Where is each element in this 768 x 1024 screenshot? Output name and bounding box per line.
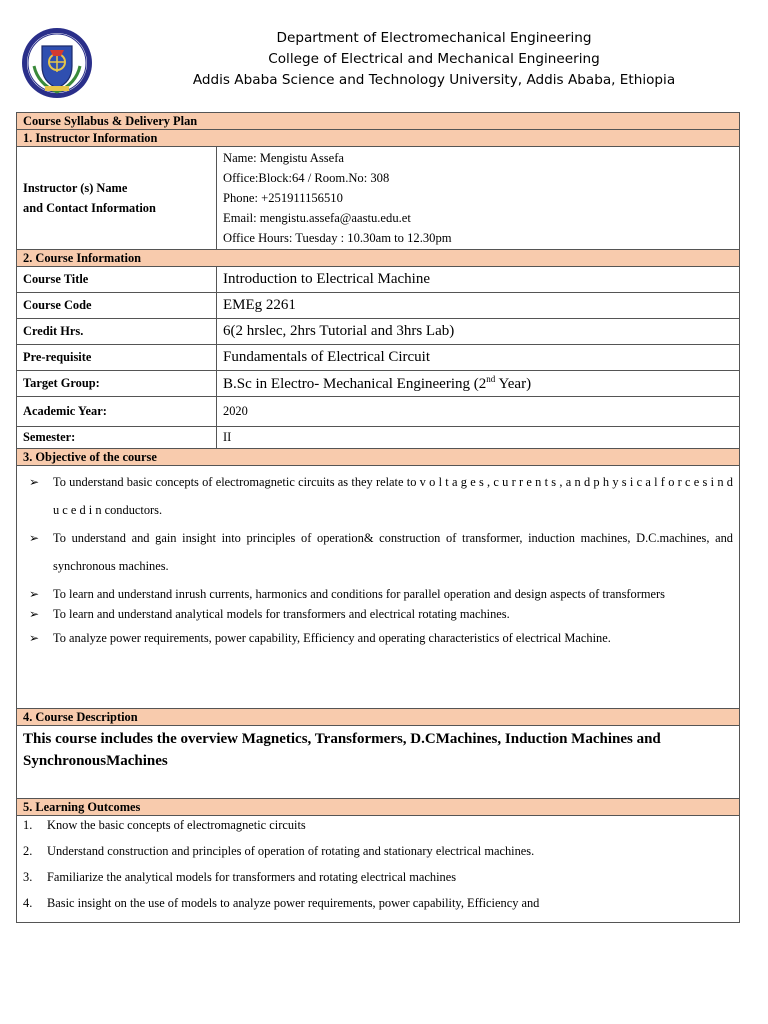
- year-row: [17, 397, 740, 427]
- course-code-label: Course Code: [17, 293, 217, 319]
- outcome-text: Understand construction and principles of operation of rotating and stationary electrical machines.: [47, 844, 535, 858]
- instructor-office: Office:Block:64 / Room.No: 308: [223, 171, 390, 185]
- outcome-number: 3.: [23, 870, 33, 884]
- instructor-label-line1: Instructor (s) Name: [23, 181, 128, 195]
- objective-item: [29, 630, 733, 646]
- instructor-row: [17, 147, 740, 250]
- document-header: [0, 22, 768, 102]
- credit-value: 6(2 hrslec, 2hrs Tutorial and 3hrs Lab): [217, 319, 740, 345]
- course-title-value: Introduction to Electrical Machine: [217, 267, 740, 293]
- semester-value: II: [217, 427, 740, 449]
- target-value-sup: nd: [486, 374, 496, 384]
- arrow-bullet-icon: ➢: [29, 587, 40, 601]
- objectives-row: [17, 466, 740, 709]
- outcome-text: Know the basic concepts of electromagnetic circuits: [47, 818, 306, 832]
- prereq-value: Fundamentals of Electrical Circuit: [217, 345, 740, 371]
- arrow-bullet-icon: ➢: [29, 475, 40, 489]
- target-label: Target Group:: [17, 371, 217, 397]
- section-course-info-heading: 2. Course Information: [17, 250, 740, 267]
- section-description-heading: 4. Course Description: [17, 709, 740, 726]
- credit-label: Credit Hrs.: [17, 319, 217, 345]
- section-description-row: [17, 709, 740, 726]
- objective-text: To learn and understand inrush currents, harmonics and conditions for parallel operation and design aspects of transformers: [53, 587, 665, 601]
- college-name: College of Electrical and Mechanical Engineering: [268, 51, 600, 67]
- objectives-list: [23, 468, 733, 646]
- credit-row: [17, 319, 740, 345]
- objectives-cell: [17, 466, 740, 709]
- target-row: [17, 371, 740, 397]
- outcomes-row: [17, 816, 740, 923]
- objective-text: To learn and understand analytical models for transformers and electrical rotating machines.: [53, 607, 510, 621]
- section-outcomes-heading: 5. Learning Outcomes: [17, 799, 740, 816]
- prereq-label: Pre-requisite: [17, 345, 217, 371]
- objective-item: [29, 606, 733, 622]
- arrow-bullet-icon: ➢: [29, 631, 40, 645]
- section-objective-heading: 3. Objective of the course: [17, 449, 740, 466]
- syllabus-title-row: [17, 113, 740, 130]
- objective-text: To analyze power requirements, power capability, Efficiency and operating characteristics of electrical Machine.: [53, 631, 611, 645]
- semester-row: [17, 427, 740, 449]
- outcome-number: 4.: [23, 896, 33, 910]
- objective-item: [29, 586, 733, 602]
- year-label: Academic Year:: [17, 397, 217, 427]
- course-description: This course includes the overview Magnetics, Transformers, D.CMachines, Induction Machines and SynchronousMachines: [23, 731, 661, 769]
- instructor-name: Name: Mengistu Assefa: [223, 151, 345, 165]
- instructor-label: [17, 147, 217, 250]
- outcome-text: Basic insight on the use of models to analyze power requirements, power capability, Efficiency and: [47, 896, 540, 910]
- instructor-hours: Office Hours: Tuesday : 10.30am to 12.30pm: [223, 231, 452, 245]
- outcomes-list: [17, 818, 733, 911]
- section-outcomes-row: [17, 799, 740, 816]
- outcome-item: [17, 896, 733, 911]
- instructor-contact: [217, 147, 740, 250]
- outcome-item: [17, 870, 733, 885]
- objective-item: [29, 468, 733, 524]
- prereq-row: [17, 345, 740, 371]
- outcome-number: 1.: [23, 818, 33, 832]
- description-cell: [17, 726, 740, 799]
- university-seal-icon: [20, 26, 94, 100]
- header-lines: [100, 28, 768, 91]
- department-name: Department of Electromechanical Engineering: [276, 30, 592, 46]
- target-value: [217, 371, 740, 397]
- outcome-text: Familiarize the analytical models for transformers and rotating electrical machines: [47, 870, 457, 884]
- outcome-item: [17, 818, 733, 833]
- target-value-main: B.Sc in Electro- Mechanical Engineering (2: [223, 376, 487, 392]
- outcome-number: 2.: [23, 844, 33, 858]
- instructor-label-line2: and Contact Information: [23, 201, 156, 215]
- instructor-phone: Phone: +251911156510: [223, 191, 343, 205]
- course-code-value: EMEg 2261: [217, 293, 740, 319]
- section-instructor-row: [17, 130, 740, 147]
- section-course-info-row: [17, 250, 740, 267]
- university-name: Addis Ababa Science and Technology University, Addis Ababa, Ethiopia: [192, 72, 676, 88]
- objective-text: To understand basic concepts of electromagnetic circuits as they relate to v o l t a g e s , c u r r e n t s , a n d p h y s i c a l f o r c e s i n d u c e d i n conductors.: [53, 475, 733, 517]
- year-value: 2020: [217, 397, 740, 427]
- semester-label: Semester:: [17, 427, 217, 449]
- arrow-bullet-icon: ➢: [29, 607, 40, 621]
- section-instructor-heading: 1. Instructor Information: [17, 130, 740, 147]
- arrow-bullet-icon: ➢: [29, 531, 40, 545]
- section-objective-row: [17, 449, 740, 466]
- course-title-row: [17, 267, 740, 293]
- objective-text: To understand and gain insight into principles of operation& construction of transformer, induction machines, D.C.machines, and synchronous machines.: [53, 531, 733, 573]
- description-row: [17, 726, 740, 799]
- course-title-label: Course Title: [17, 267, 217, 293]
- syllabus-table: [16, 112, 740, 923]
- target-value-end: Year): [495, 376, 532, 392]
- course-code-row: [17, 293, 740, 319]
- outcomes-cell: [17, 816, 740, 923]
- instructor-email: Email: mengistu.assefa@aastu.edu.et: [223, 211, 411, 225]
- objective-item: [29, 524, 733, 580]
- outcome-item: [17, 844, 733, 859]
- syllabus-title: Course Syllabus & Delivery Plan: [17, 113, 740, 130]
